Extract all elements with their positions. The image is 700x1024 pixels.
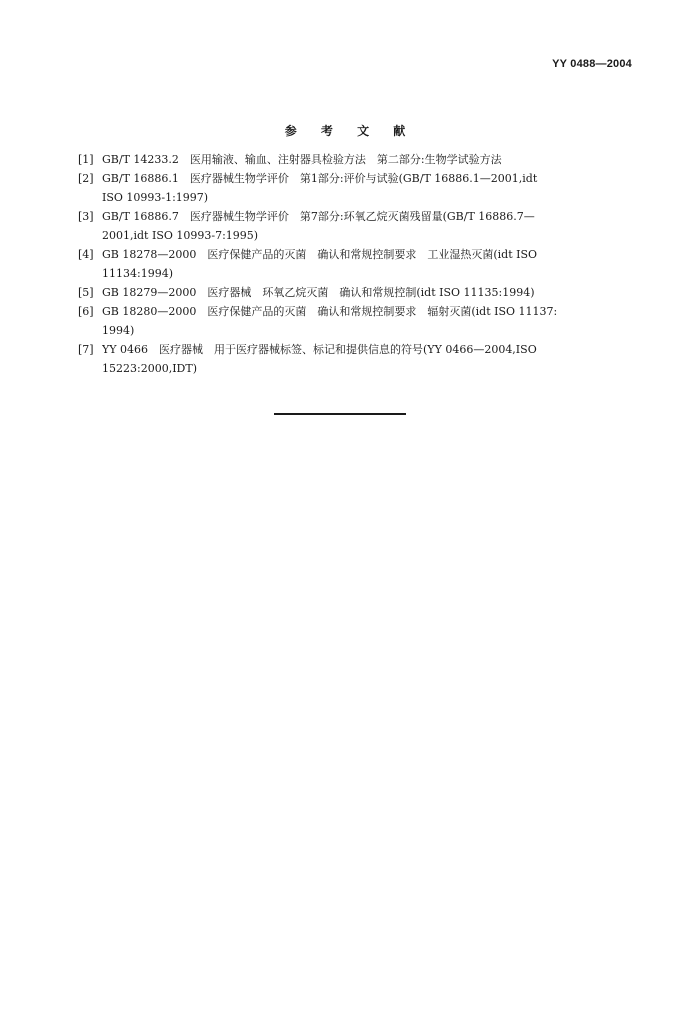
reference-text	[102, 340, 638, 378]
reference-number: [4]	[78, 248, 94, 261]
reference-item	[78, 283, 638, 302]
reference-item	[78, 302, 638, 340]
reference-line: 15223:2000,IDT)	[102, 362, 197, 375]
reference-number: [3]	[78, 210, 94, 223]
reference-text	[102, 245, 638, 283]
reference-line: GB/T 16886.1 医疗器械生物学评价 第1部分:评价与试验(GB/T 16886.1—2001,idt	[102, 172, 538, 185]
reference-line: GB 18279—2000 医疗器械 环氧乙烷灭菌 确认和常规控制(idt ISO 11135:1994)	[102, 286, 535, 299]
reference-number: [7]	[78, 343, 94, 356]
reference-line: GB 18280—2000 医疗保健产品的灭菌 确认和常规控制要求 辐射灭菌(idt ISO 11137:	[102, 305, 558, 318]
end-rule	[274, 413, 406, 415]
reference-item	[78, 245, 638, 283]
reference-text	[102, 302, 638, 340]
reference-text	[102, 150, 638, 169]
reference-text	[102, 283, 638, 302]
reference-item	[78, 150, 638, 169]
reference-line: ISO 10993-1:1997)	[102, 191, 209, 204]
reference-line: YY 0466 医疗器械 用于医疗器械标签、标记和提供信息的符号(YY 0466—2004,ISO	[102, 343, 537, 356]
reference-item	[78, 169, 638, 207]
reference-text	[102, 169, 638, 207]
reference-line: 11134:1994)	[102, 267, 173, 280]
reference-number: [1]	[78, 153, 94, 166]
reference-text	[102, 207, 638, 245]
reference-number: [5]	[78, 286, 94, 299]
section-title: 参 考 文 献	[284, 124, 416, 138]
reference-number: [2]	[78, 172, 94, 185]
reference-line: 2001,idt ISO 10993-7:1995)	[102, 229, 259, 242]
standard-code: YY 0488—2004	[552, 58, 632, 70]
reference-line: GB 18278—2000 医疗保健产品的灭菌 确认和常规控制要求 工业湿热灭菌(idt ISO	[102, 248, 538, 261]
reference-number: [6]	[78, 305, 94, 318]
reference-item	[78, 340, 638, 378]
reference-list	[78, 150, 638, 378]
reference-item	[78, 207, 638, 245]
reference-line: 1994)	[102, 324, 135, 337]
reference-line: GB/T 14233.2 医用输液、输血、注射器具检验方法 第二部分:生物学试验方法	[102, 153, 502, 166]
reference-line: GB/T 16886.7 医疗器械生物学评价 第7部分:环氧乙烷灭菌残留量(GB/T 16886.7—	[102, 210, 535, 223]
